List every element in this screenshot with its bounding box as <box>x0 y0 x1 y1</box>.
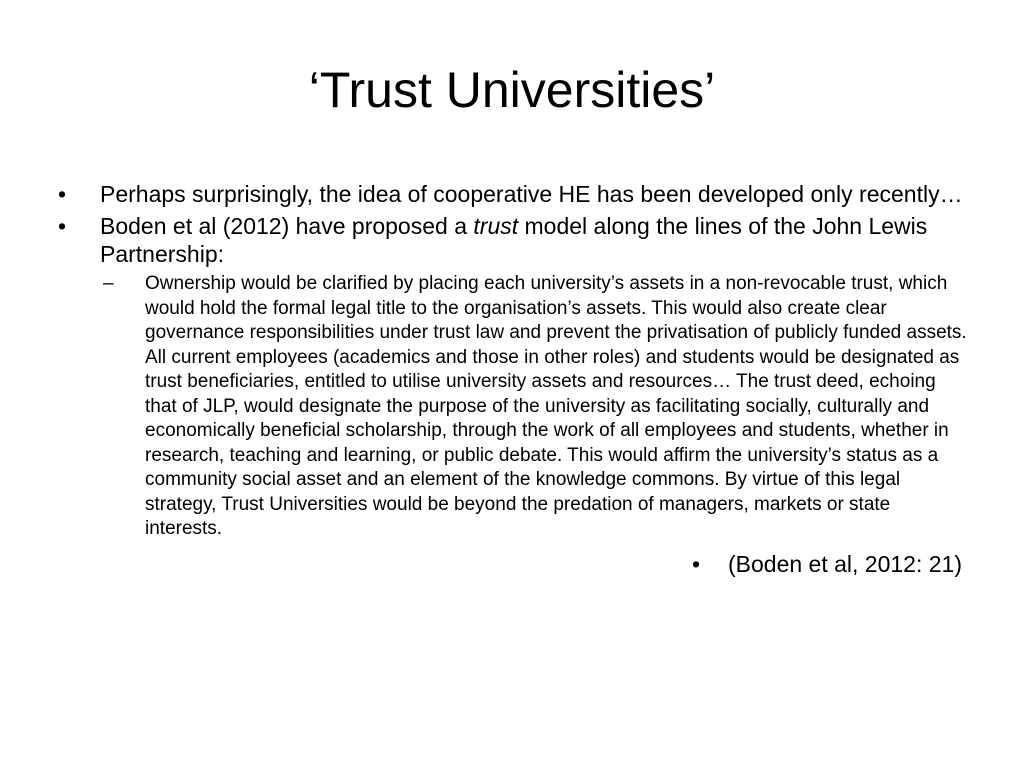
bullet-emphasis: trust <box>473 213 519 239</box>
bullet-item <box>58 212 970 268</box>
bullet-marker: • <box>58 181 67 207</box>
slide-title: ‘Trust Universities’ <box>308 62 716 118</box>
quote-text: Ownership would be clarified by placing each university’s assets in a non-revocable trust, which would hold the formal legal title to the organisation’s assets. This would also create clear governance responsibilities under trust law and prevent the privatisation of publicly funded assets. All current employees (academics and those in other roles) and students would be designated as trust beneficiaries, entitled to utilise university assets and resources… The trust deed, echoing that of JLP, would designate the purpose of the university as facilitating socially, culturally and economically beneficial scholarship, through the work of all employees and students, whether in research, teaching and learning, or public debate. This would affirm the university’s status as a community social asset and an element of the knowledge commons. By virtue of this legal strategy, Trust Universities would be beyond the predation of managers, markets or state interests. <box>145 273 967 539</box>
sub-bullet-item <box>103 272 970 542</box>
bullet-marker: • <box>58 213 67 239</box>
citation-marker: • <box>691 550 700 577</box>
slide-body <box>58 180 970 578</box>
bullet-text-before: Boden et al (2012) have proposed a <box>100 213 474 239</box>
citation <box>58 550 970 578</box>
bullet-item <box>58 180 970 208</box>
citation-text: (Boden et al, 2012: 21) <box>728 550 962 577</box>
bullet-text: Perhaps surprisingly, the idea of cooperative HE has been developed only recently… <box>100 181 963 207</box>
bullet-text-after: model along the lines of the John Lewis Partnership: <box>100 213 928 267</box>
sub-bullet-marker: – <box>103 273 114 294</box>
